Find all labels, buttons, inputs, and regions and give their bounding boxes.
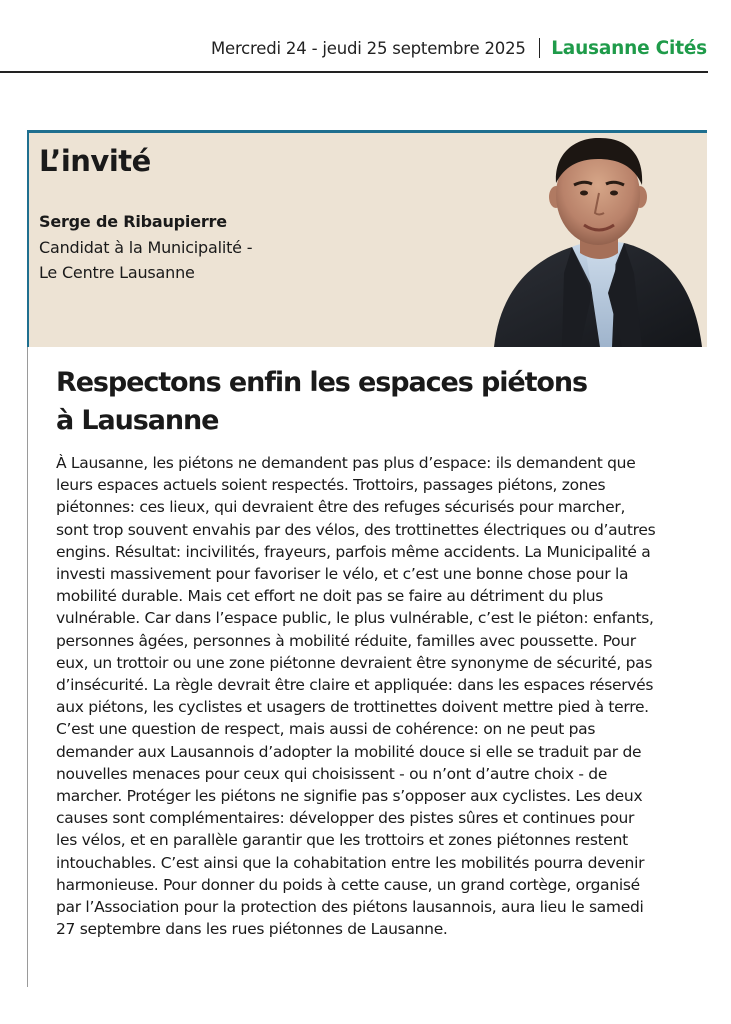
body-line: mobilité durable. Mais cet effort ne doit pas se faire au détriment du plus (56, 587, 604, 606)
author-role (39, 235, 339, 285)
body-line: intouchables. C’est ainsi que la cohabitation entre les mobilités pourra devenir (56, 853, 645, 872)
body-line: marcher. Protéger les piétons ne signifie pas s’opposer aux cyclistes. Les deux (56, 787, 643, 806)
body-line: causes sont complémentaires: développer des pistes sûres et continues pour (56, 809, 635, 828)
body-line: les vélos, et en parallèle garantir que les trottoirs et zones piétonnes restent (56, 831, 628, 850)
article-body (56, 452, 716, 940)
article-title-line: à Lausanne (56, 405, 219, 436)
body-line: vulnérable. Car dans l’espace public, le plus vulnérable, c’est le piéton: enfants, (56, 609, 654, 628)
newspaper-name: Lausanne Cités (551, 37, 707, 59)
body-line: À Lausanne, les piétons ne demandent pas plus d’espace: ils demandent que (56, 454, 636, 472)
body-line: demander aux Lausannois d’adopter la mobilité douce si elle se traduit par de (56, 742, 642, 761)
body-line: personnes âgées, personnes à mobilité réduite, familles avec poussette. Pour (56, 631, 636, 650)
body-line: aux piétons, les cyclistes et usagers de trottinettes doivent mettre pied à terre. (56, 698, 649, 717)
header-rule (0, 71, 708, 73)
author-name: Serge de Ribaupierre (39, 212, 227, 231)
page-header (24, 30, 707, 66)
body-line: par l’Association pour la protection des piétons lausannois, aura lieu le samedi (56, 898, 644, 917)
body-line: d’insécurité. La règle devrait être claire et appliquée: dans les espaces réservés (56, 676, 654, 695)
body-line: 27 septembre dans les rues piétonnes de Lausanne. (56, 920, 448, 939)
guest-box (27, 130, 707, 347)
body-line: sont trop souvent envahis par des vélos, des trottinettes électriques ou d’autres (56, 520, 656, 539)
body-line: investi massivement pour favoriser le vélo, et c’est une bonne chose pour la (56, 565, 629, 584)
body-line: C’est une question de respect, mais aussi de cohérence: on ne peut pas (56, 720, 596, 739)
body-line: nouvelles menaces pour ceux qui choisissent - ou n’ont d’autre choix - de (56, 764, 608, 783)
author-portrait (474, 133, 707, 347)
author-role-line: Candidat à la Municipalité - (39, 238, 253, 257)
issue-date: Mercredi 24 - jeudi 25 septembre 2025 (210, 38, 526, 58)
body-line: engins. Résultat: incivilités, frayeurs, parfois même accidents. La Municipalité a (56, 542, 651, 561)
article-title-line: Respectons enfin les espaces piétons (56, 367, 587, 398)
author-role-line: Le Centre Lausanne (39, 263, 195, 282)
header-separator (539, 38, 541, 58)
article-title (56, 364, 656, 440)
body-line: piétonnes: ces lieux, qui devraient être des refuges sécurisés pour marcher, (56, 498, 626, 517)
body-line: leurs espaces actuels soient respectés. Trottoirs, passages piétons, zones (56, 476, 606, 495)
column-rule (27, 347, 28, 987)
body-line: eux, un trottoir ou une zone piétonne devraient être synonyme de sécurité, pas (56, 653, 653, 672)
body-line: harmonieuse. Pour donner du poids à cette cause, un grand cortège, organisé (56, 875, 640, 894)
section-label: L’invité (39, 144, 151, 178)
